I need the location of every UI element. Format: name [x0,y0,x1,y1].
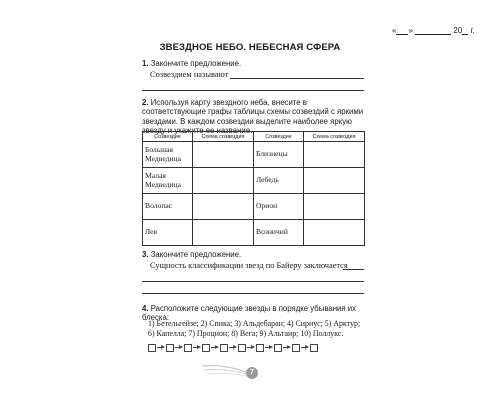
arrow-right-icon [300,344,310,352]
constellation-name: Лев [143,220,193,246]
arrow-right-icon [192,344,202,352]
column-header: Созвездие [254,132,304,142]
task-1-answer-start: Созвездием называют [150,70,229,79]
arrow-right-icon [282,344,292,352]
month-blank [415,27,451,35]
scheme-cell[interactable] [193,168,254,194]
arrow-right-icon [228,344,238,352]
answer-box[interactable] [220,344,228,352]
task-4-prompt: Расположите следующие звезды в порядке убывания их блеска: [142,304,357,323]
constellation-table [142,131,365,246]
task-1-answer-line-1[interactable] [230,78,364,79]
task-1-number: 1. [142,59,149,68]
arrow-right-icon [156,344,166,352]
answer-box[interactable] [274,344,282,352]
column-header: Схема созвездия [304,132,365,142]
arrow-right-icon [246,344,256,352]
task-1-answer-line-2[interactable] [142,90,364,91]
column-header: Схема созвездия [193,132,254,142]
constellation-name: Волопас [143,194,193,220]
arrow-right-icon [210,344,220,352]
task-2-number: 2. [142,98,149,107]
task-3-number: 3. [142,250,149,259]
scheme-cell[interactable] [304,168,365,194]
constellation-name: Лебедь [254,168,304,194]
answer-box[interactable] [148,344,156,352]
brightness-order-sequence [148,343,318,352]
scheme-cell[interactable] [304,194,365,220]
task-2-prompt: Используя карту звездного неба, внесите в соответствующие графы таблицы схемы созвездий с яркими звездами. В каждом созвездии выделите наиболее яркую звезду и укажите ее название. [142,98,364,136]
task-3-answer-line-3[interactable] [142,293,364,294]
task-3-answer-line-1[interactable] [343,269,364,270]
answer-box[interactable] [310,344,318,352]
answer-box[interactable] [166,344,174,352]
constellation-name: Близнецы [254,142,304,168]
table-row [143,194,365,220]
answer-box[interactable] [292,344,300,352]
constellation-name: Малая Медведица [143,168,193,194]
answer-box[interactable] [238,344,246,352]
arrow-right-icon [264,344,274,352]
task-4-number: 4. [142,304,149,313]
table-row [143,168,365,194]
constellation-name: Большая Медведица [143,142,193,168]
arrow-right-icon [174,344,184,352]
scheme-cell[interactable] [193,194,254,220]
page-title: ЗВЕЗДНОЕ НЕБО. НЕБЕСНАЯ СФЕРА [159,42,341,53]
day-blank [396,27,408,35]
table-row [143,142,365,168]
column-header: Созвездие [143,132,193,142]
answer-box[interactable] [256,344,264,352]
date-line [392,26,475,35]
task-3-answer-start: Сущность классификации звезд по Байеру заключается [150,261,348,270]
date-open-quote: « [392,26,397,35]
year-prefix: 20 [453,26,463,35]
page-number: 7 [246,367,258,379]
scheme-cell[interactable] [193,220,254,246]
task-4-stars-line-2: 6) Капелла; 7) Процион; 8) Вега; 9) Альтаир; 10) Поллукс. [148,329,344,338]
date-close-quote: » [408,26,413,35]
answer-box[interactable] [184,344,192,352]
year-blank [462,27,468,35]
constellation-name: Возничий [254,220,304,246]
task-1-prompt: Закончите предложение. [150,59,242,68]
scheme-cell[interactable] [304,142,365,168]
year-suffix: г. [470,26,475,35]
task-3 [142,250,364,259]
task-3-answer-line-2[interactable] [142,281,364,282]
task-2 [142,98,364,136]
task-4-stars-line-1: 1) Бетельгейзе; 2) Спика; 3) Альдебаран; 4) Сириус; 5) Арктур; [148,319,361,328]
scheme-cell[interactable] [193,142,254,168]
task-3-prompt: Закончите предложение. [150,250,242,259]
answer-box[interactable] [202,344,210,352]
task-1 [142,59,364,68]
table-row [143,220,365,246]
table-header-row [143,132,365,142]
swoosh-decoration [200,360,250,380]
scheme-cell[interactable] [304,220,365,246]
constellation-name: Орион [254,194,304,220]
